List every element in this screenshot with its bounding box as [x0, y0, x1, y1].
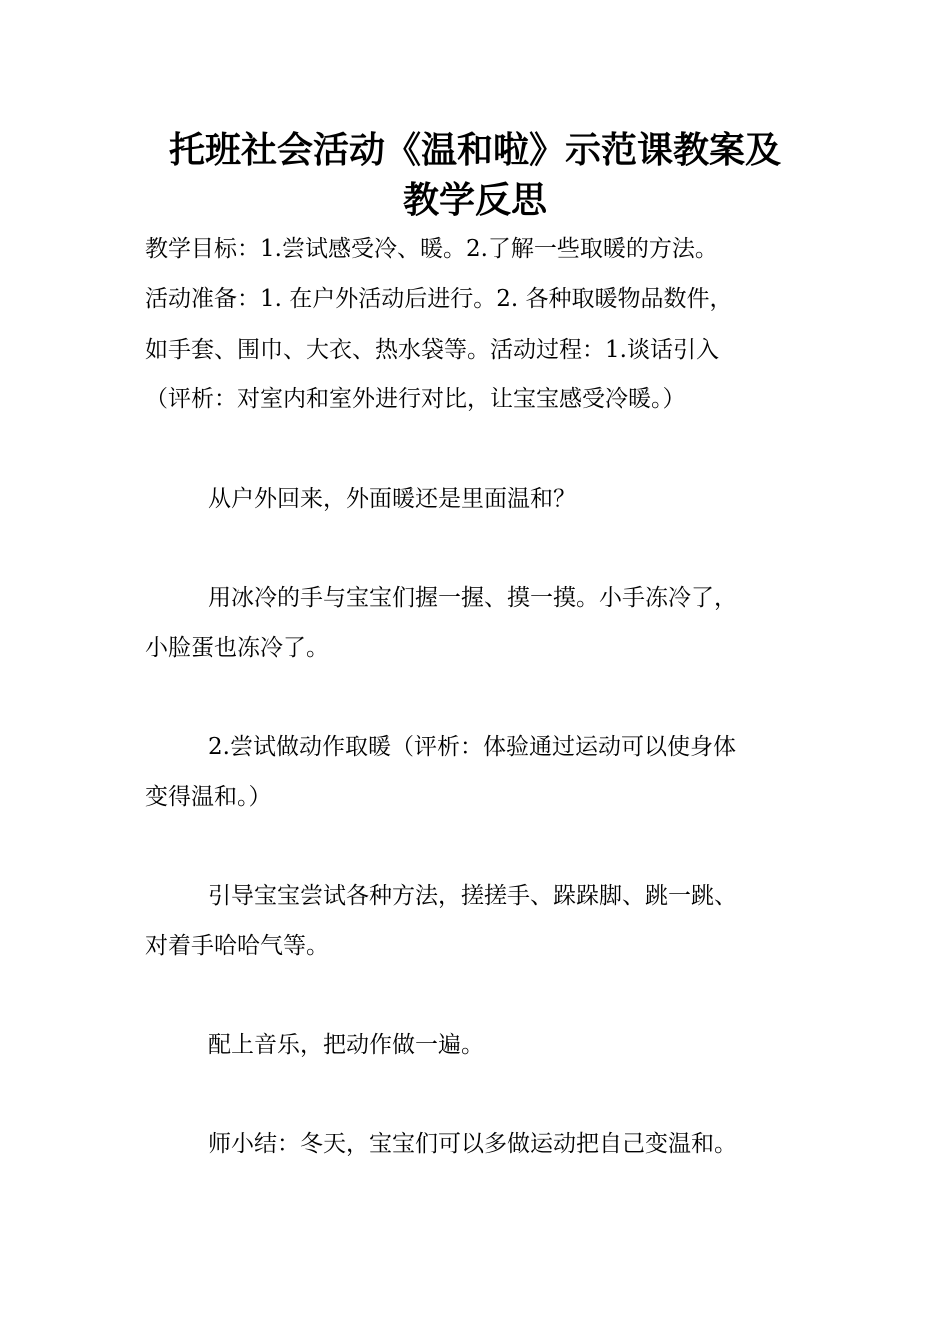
paragraph-cold-hands-line-1: 用冰冷的手与宝宝们握一握、摸一摸。小手冻冷了，: [208, 585, 737, 611]
paragraph-music: 配上音乐，把动作做一遍。: [208, 1032, 484, 1058]
paragraph-cold-hands-line-2: 小脸蛋也冻冷了。: [145, 635, 329, 661]
objectives-line: 教学目标：1.尝试感受冷、暖。2.了解一些取暖的方法。: [145, 236, 718, 262]
paragraph-question: 从户外回来，外面暖还是里面温和？: [208, 486, 576, 512]
step-2-line-1: 2.尝试做动作取暖（评析：体验通过运动可以使身体: [208, 734, 736, 760]
paragraph-methods-line-2: 对着手哈哈气等。: [145, 933, 329, 959]
step-2-line-2: 变得温和。）: [145, 784, 272, 810]
preparation-line: 活动准备：1. 在户外活动后进行。2. 各种取暖物品数件，: [145, 286, 733, 312]
materials-process-line: 如手套、围巾、大衣、热水袋等。活动过程：1.谈话引入: [145, 337, 719, 363]
paragraph-methods-line-1: 引导宝宝尝试各种方法，搓搓手、跺跺脚、跳一跳、: [208, 883, 737, 909]
paragraph-summary: 师小结：冬天，宝宝们可以多做运动把自己变温和。: [208, 1131, 737, 1157]
document-title-line-1: 托班社会活动《温和啦》示范课教案及: [168, 130, 781, 171]
comment-line-1: （评析：对室内和室外进行对比，让宝宝感受冷暖。）: [145, 386, 686, 412]
document-title-line-2: 教学反思: [402, 180, 547, 221]
